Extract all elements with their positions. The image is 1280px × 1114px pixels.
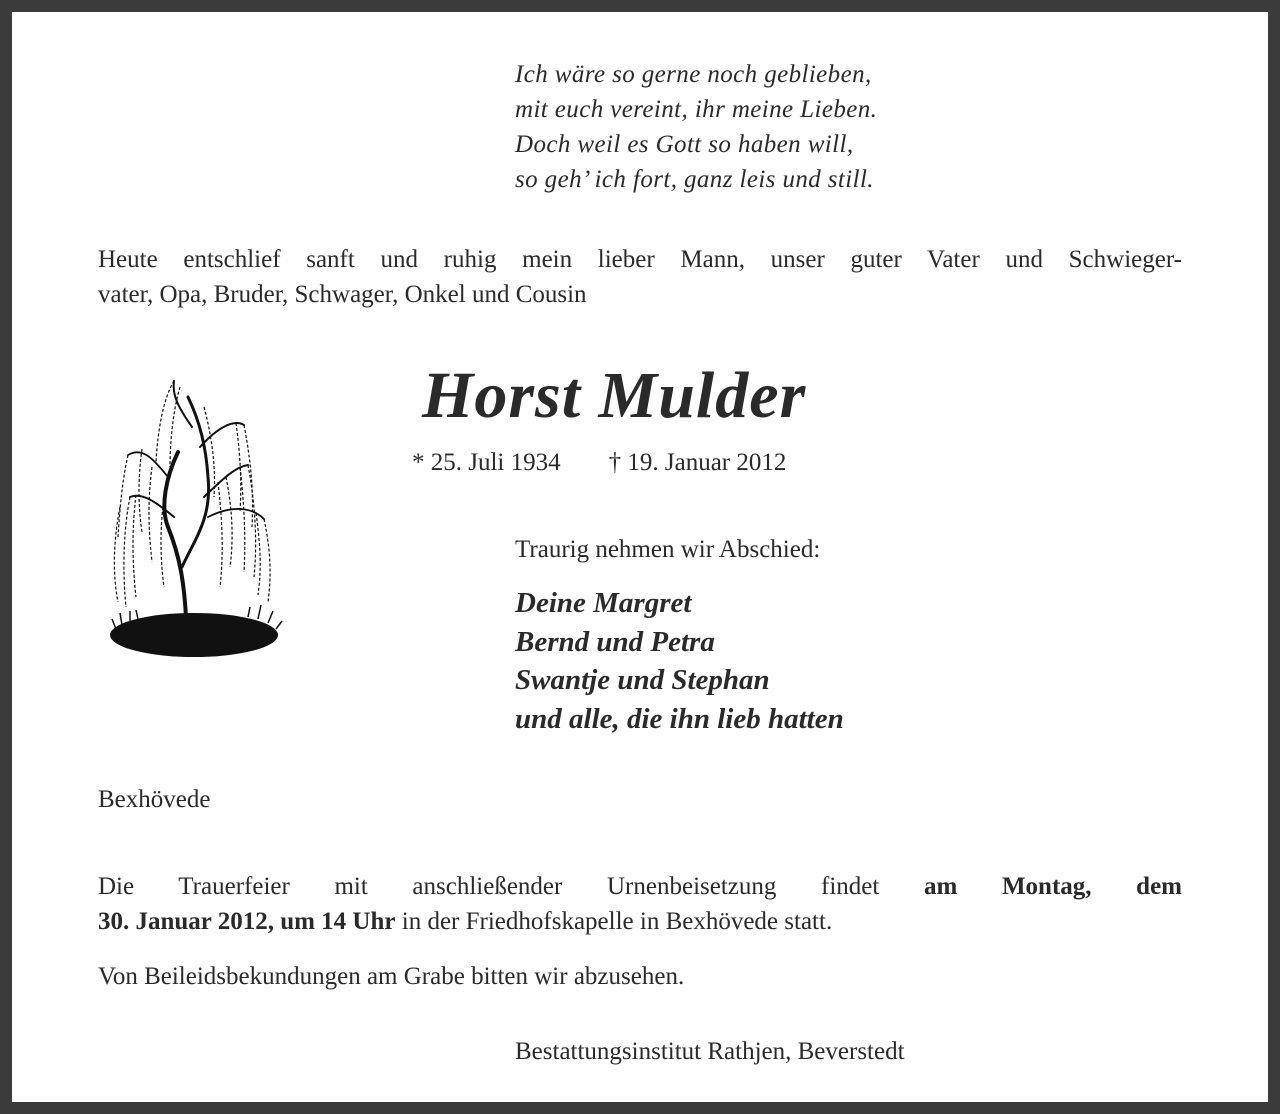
condolence-note: Von Beileidsbekundungen am Grabe bitten wir abzusehen. xyxy=(98,963,685,990)
mourner: Bernd und Petra xyxy=(515,625,715,658)
birth-date: * 25. Juli 1934 xyxy=(412,449,561,476)
funeral-info xyxy=(98,869,1182,939)
undertaker: Bestattungsinstitut Rathjen, Beverstedt xyxy=(515,1038,905,1065)
mourner: und alle, die ihn lieb hatten xyxy=(515,702,844,735)
poem xyxy=(515,57,877,197)
farewell-text: Traurig nehmen wir Abschied: xyxy=(515,536,821,563)
intro-text xyxy=(98,242,1182,312)
death-date: † 19. Januar 2012 xyxy=(608,449,787,476)
funeral-line xyxy=(98,904,1182,939)
funeral-location: in der Friedhofskapelle in Bexhövede statt. xyxy=(395,908,833,935)
place: Bexhövede xyxy=(98,786,211,813)
intro-line: Heute entschlief sanft und ruhig mein lieber Mann, unser guter Vater und Schwieger- xyxy=(98,246,1182,273)
funeral-text: Die Trauerfeier mit anschließender Urnenbeisetzung findet xyxy=(98,873,924,900)
poem-line: mit euch vereint, ihr meine Lieben. xyxy=(515,96,878,123)
deceased-name: Horst Mulder xyxy=(422,359,807,432)
poem-line: Doch weil es Gott so haben will, xyxy=(515,131,854,158)
weeping-willow-icon xyxy=(108,367,284,672)
funeral-day: am Montag, dem xyxy=(923,873,1182,900)
mourners-list xyxy=(515,584,844,738)
mourner: Swantje und Stephan xyxy=(515,664,770,696)
poem-line: so geh’ ich fort, ganz leis und still. xyxy=(515,166,874,193)
intro-line: vater, Opa, Bruder, Schwager, Onkel und Cousin xyxy=(98,281,587,308)
funeral-line xyxy=(98,869,1182,904)
mourner: Deine Margret xyxy=(515,587,692,619)
funeral-date-time: 30. Januar 2012, um 14 Uhr xyxy=(98,908,396,935)
obituary-notice xyxy=(12,12,1268,1102)
life-dates xyxy=(412,447,786,479)
poem-line: Ich wäre so gerne noch geblieben, xyxy=(515,61,872,88)
